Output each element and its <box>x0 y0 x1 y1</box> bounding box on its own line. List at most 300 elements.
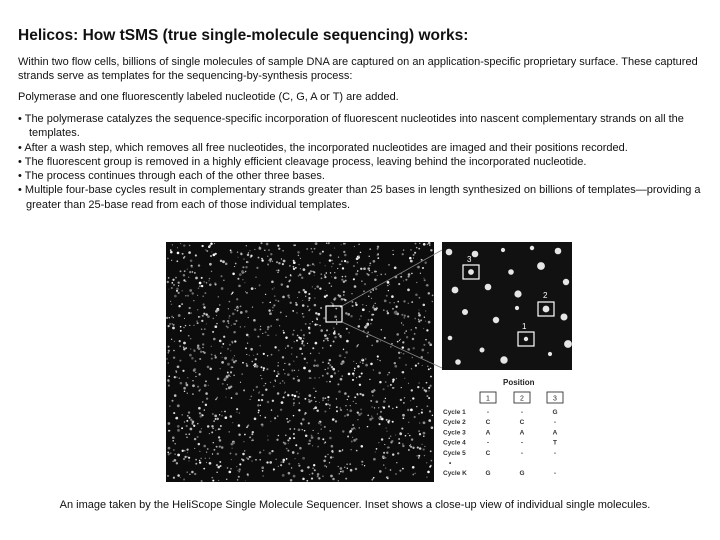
molecule-dot <box>312 271 313 272</box>
molecule-dot <box>211 431 213 433</box>
molecule-dot <box>316 409 318 411</box>
molecule-dot <box>326 243 327 244</box>
molecule-dot <box>403 324 404 325</box>
molecule-dot <box>421 409 422 410</box>
molecule-dot <box>214 415 217 418</box>
molecule-dot <box>286 285 289 288</box>
molecule-dot <box>329 381 331 383</box>
molecule-dot <box>272 306 274 308</box>
molecule-dot <box>345 351 348 354</box>
molecule-dot <box>271 450 273 452</box>
molecule-dot <box>293 433 295 435</box>
molecule-dot <box>221 415 223 417</box>
molecule-dot <box>317 437 320 440</box>
molecule-dot <box>410 400 411 401</box>
molecule-dot <box>213 420 215 422</box>
molecule-dot <box>237 310 239 312</box>
molecule-dot <box>327 367 329 369</box>
molecule-dot <box>330 456 332 458</box>
molecule-dot <box>239 468 241 470</box>
cycle-cell: G <box>485 470 491 478</box>
molecule-dot <box>405 364 407 366</box>
molecule-dot <box>232 448 233 449</box>
molecule-dot <box>319 402 320 403</box>
molecule-dot <box>237 251 238 252</box>
molecule-dot <box>298 409 300 411</box>
molecule-dot <box>419 297 421 299</box>
molecule-dot <box>219 445 221 447</box>
molecule-dot <box>298 465 300 467</box>
cycle-cell: - <box>553 449 557 457</box>
molecule-dot <box>188 251 191 254</box>
molecule-dot <box>423 435 425 437</box>
molecule-dot <box>180 330 182 332</box>
molecule-dot <box>207 448 209 450</box>
molecule-dot <box>397 452 399 454</box>
molecule-dot <box>431 426 434 429</box>
molecule-dot <box>392 453 394 455</box>
molecule-dot <box>281 401 284 404</box>
molecule-dot <box>253 365 254 366</box>
inset-molecule <box>472 251 479 258</box>
molecule-dot <box>414 318 416 320</box>
figure-caption: An image taken by the HeliScope Single Molecule Sequencer. Inset shows a close-up view of individual single molecules. <box>59 499 651 511</box>
molecule-dot <box>181 427 183 429</box>
molecule-dot <box>291 394 293 396</box>
molecule-dot <box>287 373 290 376</box>
molecule-dot <box>423 448 425 450</box>
molecule-dot <box>247 342 248 343</box>
molecule-dot <box>421 444 422 445</box>
molecule-dot <box>282 380 283 381</box>
molecule-dot <box>292 451 295 454</box>
molecule-dot <box>269 312 272 315</box>
molecule-dot <box>329 430 331 432</box>
molecule-dot <box>265 383 266 384</box>
molecule-dot <box>221 411 222 412</box>
molecule-dot <box>242 279 243 280</box>
molecule-dot <box>279 325 280 326</box>
molecule-dot <box>288 297 289 298</box>
molecule-dot <box>377 253 379 255</box>
molecule-dot <box>226 478 228 480</box>
molecule-dot <box>321 428 322 429</box>
molecule-dot <box>245 347 247 349</box>
molecule-dot <box>426 329 428 331</box>
molecule-dot <box>303 338 304 339</box>
molecule-dot <box>329 254 331 256</box>
molecule-dot <box>239 412 240 413</box>
molecule-dot <box>402 253 404 255</box>
molecule-dot <box>387 385 388 386</box>
molecule-dot <box>372 395 373 396</box>
molecule-dot <box>404 378 405 379</box>
molecule-dot <box>388 447 390 449</box>
molecule-dot <box>291 347 293 349</box>
molecule-dot <box>180 270 182 272</box>
molecule-dot <box>186 425 188 427</box>
molecule-dot <box>326 372 328 374</box>
molecule-dot <box>355 468 357 470</box>
molecule-dot <box>233 361 236 364</box>
molecule-dot <box>197 436 199 438</box>
molecule-dot <box>377 246 379 248</box>
molecule-dot <box>193 300 194 301</box>
inset-label-2: 2 <box>543 291 548 300</box>
molecule-dot <box>313 365 315 367</box>
molecule-dot <box>403 249 404 250</box>
molecule-dot <box>385 273 386 274</box>
molecule-dot <box>357 262 358 263</box>
process-steps-list <box>18 112 713 212</box>
molecule-dot <box>209 368 211 370</box>
molecule-dot <box>375 303 376 304</box>
molecule-dot <box>299 402 300 403</box>
inset-molecule <box>561 314 568 321</box>
molecule-dot <box>197 322 199 324</box>
molecule-dot <box>190 348 191 349</box>
molecule-dot <box>322 362 323 363</box>
molecule-dot <box>184 318 185 319</box>
intro-paragraph: Within two flow cells, billions of single molecules of sample DNA are captured on an application-specific proprietary surface. These captured strands serve as templates for the sequencing-by-synthesis process: <box>18 56 698 82</box>
molecule-dot <box>252 306 253 307</box>
molecule-dot <box>410 249 412 251</box>
molecule-dot <box>314 275 315 276</box>
molecule-dot <box>357 256 358 257</box>
molecule-dot <box>277 371 278 372</box>
molecule-dot <box>376 400 379 403</box>
molecule-dot <box>371 272 372 273</box>
molecule-dot <box>168 350 170 352</box>
molecule-dot <box>240 382 241 383</box>
molecule-dot <box>168 430 170 432</box>
molecule-dot <box>354 246 355 247</box>
molecule-dot <box>202 401 203 402</box>
molecule-dot <box>410 444 411 445</box>
molecule-dot <box>298 370 299 371</box>
molecule-dot <box>208 385 209 386</box>
molecule-dot <box>287 439 289 441</box>
molecule-dot <box>343 349 344 350</box>
molecule-dot <box>233 442 235 444</box>
molecule-dot <box>369 379 370 380</box>
molecule-dot <box>314 323 316 325</box>
molecule-dot <box>167 452 169 454</box>
molecule-dot <box>218 428 220 430</box>
molecule-dot <box>328 362 330 364</box>
molecule-dot <box>343 243 345 245</box>
molecule-dot <box>322 399 324 401</box>
molecule-dot <box>201 285 203 287</box>
molecule-dot <box>344 254 347 257</box>
inset-closeup <box>442 242 572 370</box>
molecule-dot <box>390 346 391 347</box>
molecule-dot <box>378 442 379 443</box>
molecule-dot <box>168 447 171 450</box>
molecule-dot <box>299 347 302 350</box>
molecule-dot <box>285 434 287 436</box>
molecule-dot <box>309 439 312 442</box>
molecule-dot <box>191 423 193 425</box>
molecule-dot <box>204 384 207 387</box>
molecule-dot <box>237 470 238 471</box>
molecule-dot <box>334 248 335 249</box>
molecule-dot <box>227 467 229 469</box>
molecule-dot <box>382 456 385 459</box>
molecule-dot <box>250 399 251 400</box>
molecule-dot <box>296 391 297 392</box>
molecule-dot <box>377 275 378 276</box>
molecule-dot <box>255 277 256 278</box>
molecule-dot <box>344 260 346 262</box>
molecule-dot <box>428 397 430 399</box>
molecule-dot <box>299 274 302 277</box>
molecule-dot <box>294 395 297 398</box>
molecule-dot <box>191 292 193 294</box>
molecule-dot <box>430 249 432 251</box>
molecule-dot <box>355 403 356 404</box>
molecule-dot <box>234 266 235 267</box>
molecule-dot <box>398 283 400 285</box>
molecule-dot <box>378 407 379 408</box>
molecule-dot <box>290 302 292 304</box>
molecule-dot <box>192 421 195 424</box>
molecule-dot <box>295 267 297 269</box>
molecule-dot <box>178 305 180 307</box>
molecule-dot <box>411 389 413 391</box>
molecule-dot <box>423 432 426 435</box>
molecule-dot <box>205 404 207 406</box>
molecule-dot <box>373 314 375 316</box>
cycle-cell: A <box>519 429 525 437</box>
molecule-dot <box>216 418 219 421</box>
molecule-dot <box>203 445 206 448</box>
molecule-dot <box>350 405 351 406</box>
molecule-dot <box>171 260 172 261</box>
molecule-dot <box>347 313 350 316</box>
molecule-dot <box>187 295 189 297</box>
molecule-dot <box>181 303 183 305</box>
molecule-dot <box>242 362 244 364</box>
molecule-dot <box>258 392 259 393</box>
cycle-cell: - <box>553 419 557 427</box>
molecule-dot <box>287 421 289 423</box>
molecule-dot <box>182 290 183 291</box>
sequencer-image <box>166 242 434 482</box>
molecule-dot <box>180 326 182 328</box>
molecule-dot <box>250 396 252 398</box>
molecule-dot <box>195 254 197 256</box>
molecule-dot <box>299 337 302 340</box>
molecule-dot <box>332 478 335 481</box>
molecule-dot <box>277 245 279 247</box>
molecule-dot <box>176 462 178 464</box>
molecule-dot <box>277 272 279 274</box>
molecule-dot <box>341 244 342 245</box>
molecule-dot <box>297 376 298 377</box>
molecule-dot <box>407 316 409 318</box>
molecule-dot <box>174 376 176 378</box>
molecule-dot <box>209 462 212 465</box>
molecule-dot <box>408 449 410 451</box>
molecule-dot <box>233 331 235 333</box>
molecule-dot <box>263 369 265 371</box>
molecule-dot <box>262 475 263 476</box>
molecule-dot <box>430 376 432 378</box>
molecule-dot <box>261 258 263 260</box>
molecule-dot <box>246 334 249 337</box>
molecule-dot <box>197 386 199 388</box>
molecule-dot <box>303 344 305 346</box>
molecule-dot <box>402 445 404 447</box>
molecule-dot <box>325 403 327 405</box>
molecule-dot <box>269 452 272 455</box>
molecule-dot <box>288 363 290 365</box>
molecule-dot <box>255 358 257 360</box>
molecule-dot <box>313 430 314 431</box>
molecule-dot <box>259 451 261 453</box>
molecule-dot <box>367 267 370 270</box>
molecule-dot <box>324 465 326 467</box>
molecule-dot <box>234 340 236 342</box>
molecule-dot <box>399 470 401 472</box>
molecule-dot <box>183 342 186 345</box>
molecule-dot <box>274 379 276 381</box>
molecule-dot <box>333 328 334 329</box>
molecule-dot <box>232 422 233 423</box>
molecule-dot <box>419 422 420 423</box>
molecule-dot <box>295 303 297 305</box>
molecule-dot <box>304 291 307 294</box>
molecule-dot <box>320 273 322 275</box>
molecule-dot <box>332 451 334 453</box>
molecule-dot <box>360 252 362 254</box>
molecule-dot <box>214 355 216 357</box>
molecule-dot <box>277 392 280 395</box>
molecule-dot <box>301 343 303 345</box>
molecule-dot <box>385 398 386 399</box>
molecule-dot <box>411 301 413 303</box>
molecule-dot <box>418 457 420 459</box>
molecule-dot <box>425 310 426 311</box>
position-header: Position <box>503 378 535 387</box>
molecule-dot <box>387 281 390 284</box>
molecule-dot <box>407 289 410 292</box>
molecule-dot <box>240 306 242 308</box>
molecule-dot <box>415 364 417 366</box>
molecule-dot <box>394 302 395 303</box>
molecule-dot <box>232 357 233 358</box>
molecule-dot <box>244 450 245 451</box>
molecule-dot <box>331 302 332 303</box>
molecule-dot <box>193 325 194 326</box>
molecule-dot <box>416 328 417 329</box>
molecule-dot <box>176 260 178 262</box>
molecule-dot <box>171 316 173 318</box>
molecule-dot <box>318 477 320 479</box>
molecule-dot <box>185 281 186 282</box>
molecule-dot <box>257 336 259 338</box>
cycle-cell: G <box>519 470 525 478</box>
molecule-dot <box>370 363 373 366</box>
molecule-dot <box>217 466 220 469</box>
molecule-dot <box>409 435 410 436</box>
molecule-dot <box>340 471 342 473</box>
molecule-dot <box>172 279 174 281</box>
molecule-dot <box>369 265 370 266</box>
molecule-dot <box>235 263 237 265</box>
molecule-dot <box>167 257 169 259</box>
molecule-dot <box>308 394 311 397</box>
molecule-dot <box>405 435 407 437</box>
molecule-dot <box>294 428 296 430</box>
molecule-dot <box>308 422 310 424</box>
molecule-dot <box>227 348 228 349</box>
molecule-dot <box>312 263 314 265</box>
molecule-dot <box>172 440 174 442</box>
molecule-dot <box>188 411 190 413</box>
molecule-dot <box>241 373 243 375</box>
col-header-2: 2 <box>520 395 524 403</box>
molecule-dot <box>175 277 177 279</box>
molecule-dot <box>401 322 402 323</box>
molecule-dot <box>302 429 303 430</box>
molecule-dot <box>260 405 261 406</box>
molecule-dot <box>296 312 297 313</box>
molecule-dot <box>420 273 421 274</box>
molecule-dot <box>300 268 301 269</box>
molecule-dot <box>326 329 328 331</box>
molecule-dot <box>228 471 231 474</box>
molecule-dot <box>290 479 293 482</box>
molecule-dot <box>351 441 353 443</box>
molecule-dot <box>265 331 267 333</box>
molecule-dot <box>201 320 203 322</box>
molecule-dot <box>320 424 321 425</box>
molecule-dot <box>422 387 424 389</box>
molecule-dot <box>169 405 170 406</box>
molecule-dot <box>231 359 233 361</box>
molecule-dot <box>193 425 195 427</box>
molecule-dot <box>192 271 193 272</box>
molecule-dot <box>289 437 291 439</box>
molecule-dot <box>341 260 343 262</box>
molecule-dot <box>350 315 352 317</box>
molecule-dot <box>393 254 394 255</box>
molecule-dot <box>328 400 329 401</box>
molecule-dot <box>315 391 316 392</box>
molecule-dot <box>275 459 276 460</box>
molecule-dot <box>191 312 192 313</box>
molecule-dot <box>182 450 184 452</box>
molecule-dot <box>393 387 394 388</box>
molecule-dot <box>253 355 254 356</box>
molecule-dot <box>239 273 242 276</box>
molecule-dot <box>209 245 211 247</box>
molecule-dot <box>222 260 225 263</box>
molecule-dot <box>392 381 394 383</box>
molecule-dot <box>224 411 226 413</box>
molecule-dot <box>273 304 275 306</box>
molecule-dot <box>209 278 211 280</box>
molecule-dot <box>421 349 424 352</box>
inset-molecule <box>548 352 552 356</box>
molecule-dot <box>386 310 388 312</box>
molecule-dot <box>245 291 246 292</box>
molecule-dot <box>315 401 316 402</box>
molecule-dot <box>231 397 233 399</box>
molecule-dot <box>425 321 426 322</box>
